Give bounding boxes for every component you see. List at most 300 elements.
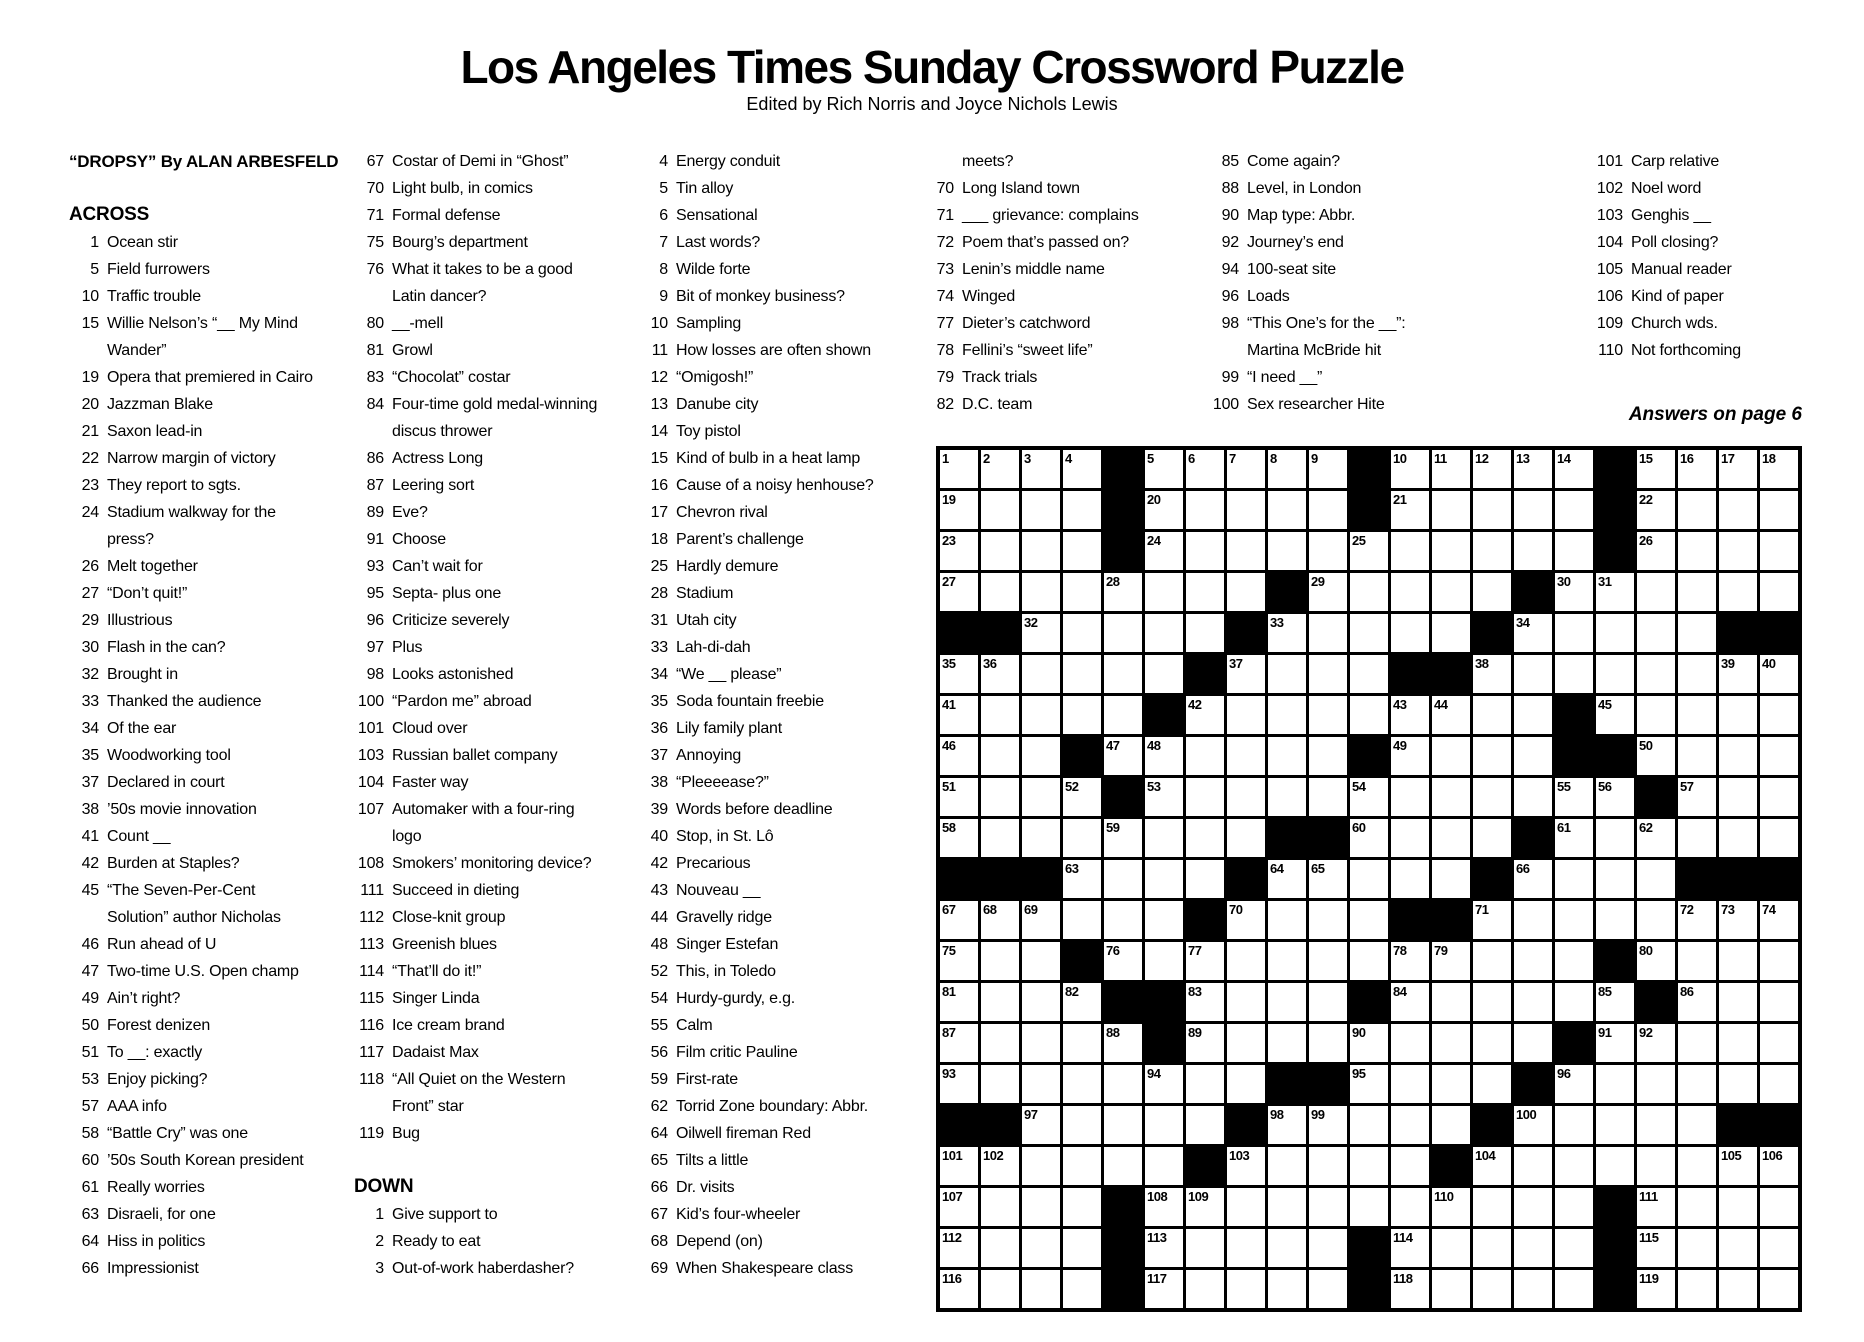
grid-cell[interactable] <box>1555 573 1593 611</box>
grid-cell[interactable] <box>1022 1147 1060 1185</box>
grid-cell[interactable] <box>1309 737 1347 775</box>
grid-cell[interactable] <box>1391 1229 1429 1267</box>
grid-cell[interactable] <box>1063 778 1101 816</box>
grid-cell[interactable] <box>940 696 978 734</box>
grid-cell[interactable] <box>1760 696 1798 734</box>
grid-cell[interactable] <box>1760 573 1798 611</box>
grid-cell[interactable] <box>1227 450 1265 488</box>
grid-cell[interactable] <box>1514 901 1552 939</box>
grid-cell[interactable] <box>1514 450 1552 488</box>
grid-cell[interactable] <box>1186 819 1224 857</box>
grid-cell[interactable] <box>1514 491 1552 529</box>
grid-cell[interactable] <box>1555 1188 1593 1226</box>
grid-cell[interactable] <box>1309 450 1347 488</box>
grid-cell[interactable] <box>1186 860 1224 898</box>
grid-cell[interactable] <box>1596 901 1634 939</box>
grid-cell[interactable] <box>1350 1065 1388 1103</box>
grid-cell[interactable] <box>1760 819 1798 857</box>
grid-cell[interactable] <box>1637 573 1675 611</box>
grid-cell[interactable] <box>940 737 978 775</box>
grid-cell[interactable] <box>1596 1147 1634 1185</box>
grid-cell[interactable] <box>940 450 978 488</box>
grid-cell[interactable] <box>1063 1270 1101 1308</box>
grid-cell[interactable] <box>1145 1147 1183 1185</box>
grid-cell[interactable] <box>1678 614 1716 652</box>
grid-cell[interactable] <box>1596 1106 1634 1144</box>
grid-cell[interactable] <box>1104 1024 1142 1062</box>
grid-cell[interactable] <box>1514 1188 1552 1226</box>
grid-cell[interactable] <box>1063 450 1101 488</box>
grid-cell[interactable] <box>1391 532 1429 570</box>
grid-cell[interactable] <box>1719 819 1757 857</box>
grid-cell[interactable] <box>1268 1147 1306 1185</box>
grid-cell[interactable] <box>1432 737 1470 775</box>
grid-cell[interactable] <box>940 778 978 816</box>
grid-cell[interactable] <box>1719 573 1757 611</box>
grid-cell[interactable] <box>1186 1188 1224 1226</box>
grid-cell[interactable] <box>1596 1065 1634 1103</box>
grid-cell[interactable] <box>1637 491 1675 529</box>
grid-cell[interactable] <box>1227 737 1265 775</box>
grid-cell[interactable] <box>1760 737 1798 775</box>
grid-cell[interactable] <box>1432 942 1470 980</box>
grid-cell[interactable] <box>1514 1229 1552 1267</box>
grid-cell[interactable] <box>1678 819 1716 857</box>
grid-cell[interactable] <box>1596 819 1634 857</box>
grid-cell[interactable] <box>1309 778 1347 816</box>
grid-cell[interactable] <box>1473 819 1511 857</box>
grid-cell[interactable] <box>1186 532 1224 570</box>
grid-cell[interactable] <box>1719 1270 1757 1308</box>
grid-cell[interactable] <box>1555 1270 1593 1308</box>
grid-cell[interactable] <box>1760 1147 1798 1185</box>
grid-cell[interactable] <box>1678 655 1716 693</box>
grid-cell[interactable] <box>1022 1065 1060 1103</box>
grid-cell[interactable] <box>1637 1147 1675 1185</box>
grid-cell[interactable] <box>940 1024 978 1062</box>
grid-cell[interactable] <box>1678 450 1716 488</box>
grid-cell[interactable] <box>1022 1024 1060 1062</box>
grid-cell[interactable] <box>1022 737 1060 775</box>
grid-cell[interactable] <box>1145 1229 1183 1267</box>
grid-cell[interactable] <box>981 1188 1019 1226</box>
grid-cell[interactable] <box>940 532 978 570</box>
grid-cell[interactable] <box>1022 614 1060 652</box>
grid-cell[interactable] <box>1268 1270 1306 1308</box>
grid-cell[interactable] <box>1227 655 1265 693</box>
grid-cell[interactable] <box>1391 491 1429 529</box>
grid-cell[interactable] <box>1022 983 1060 1021</box>
grid-cell[interactable] <box>1268 696 1306 734</box>
grid-cell[interactable] <box>1227 1024 1265 1062</box>
grid-cell[interactable] <box>1268 860 1306 898</box>
grid-cell[interactable] <box>1063 1065 1101 1103</box>
grid-cell[interactable] <box>1391 778 1429 816</box>
grid-cell[interactable] <box>1145 860 1183 898</box>
grid-cell[interactable] <box>1432 1188 1470 1226</box>
grid-cell[interactable] <box>1227 696 1265 734</box>
grid-cell[interactable] <box>981 1065 1019 1103</box>
grid-cell[interactable] <box>1719 1147 1757 1185</box>
grid-cell[interactable] <box>1760 1270 1798 1308</box>
grid-cell[interactable] <box>1104 1147 1142 1185</box>
grid-cell[interactable] <box>940 942 978 980</box>
grid-cell[interactable] <box>1473 491 1511 529</box>
grid-cell[interactable] <box>1637 1065 1675 1103</box>
grid-cell[interactable] <box>981 942 1019 980</box>
grid-cell[interactable] <box>1391 1147 1429 1185</box>
grid-cell[interactable] <box>1514 860 1552 898</box>
grid-cell[interactable] <box>1268 450 1306 488</box>
grid-cell[interactable] <box>1473 737 1511 775</box>
grid-cell[interactable] <box>1227 573 1265 611</box>
grid-cell[interactable] <box>1678 573 1716 611</box>
grid-cell[interactable] <box>1514 1147 1552 1185</box>
grid-cell[interactable] <box>1145 819 1183 857</box>
grid-cell[interactable] <box>1063 696 1101 734</box>
grid-cell[interactable] <box>1350 860 1388 898</box>
grid-cell[interactable] <box>1637 901 1675 939</box>
grid-cell[interactable] <box>1432 1229 1470 1267</box>
grid-cell[interactable] <box>1391 573 1429 611</box>
grid-cell[interactable] <box>1719 983 1757 1021</box>
grid-cell[interactable] <box>1555 983 1593 1021</box>
grid-cell[interactable] <box>1473 942 1511 980</box>
grid-cell[interactable] <box>1145 532 1183 570</box>
grid-cell[interactable] <box>1350 901 1388 939</box>
grid-cell[interactable] <box>1391 450 1429 488</box>
grid-cell[interactable] <box>1760 778 1798 816</box>
grid-cell[interactable] <box>981 737 1019 775</box>
grid-cell[interactable] <box>1104 819 1142 857</box>
grid-cell[interactable] <box>1637 655 1675 693</box>
grid-cell[interactable] <box>1145 655 1183 693</box>
grid-cell[interactable] <box>940 655 978 693</box>
grid-cell[interactable] <box>1678 491 1716 529</box>
grid-cell[interactable] <box>1391 860 1429 898</box>
grid-cell[interactable] <box>1637 737 1675 775</box>
grid-cell[interactable] <box>1309 901 1347 939</box>
grid-cell[interactable] <box>1309 1147 1347 1185</box>
grid-cell[interactable] <box>1104 614 1142 652</box>
grid-cell[interactable] <box>1514 778 1552 816</box>
grid-cell[interactable] <box>1186 778 1224 816</box>
grid-cell[interactable] <box>1268 901 1306 939</box>
grid-cell[interactable] <box>1514 1270 1552 1308</box>
grid-cell[interactable] <box>1022 1188 1060 1226</box>
grid-cell[interactable] <box>1637 1270 1675 1308</box>
grid-cell[interactable] <box>1473 696 1511 734</box>
grid-cell[interactable] <box>1760 532 1798 570</box>
grid-cell[interactable] <box>1432 1106 1470 1144</box>
grid-cell[interactable] <box>1760 1065 1798 1103</box>
grid-cell[interactable] <box>1186 491 1224 529</box>
grid-cell[interactable] <box>1473 1188 1511 1226</box>
grid-cell[interactable] <box>1391 614 1429 652</box>
grid-cell[interactable] <box>1022 778 1060 816</box>
grid-cell[interactable] <box>1678 983 1716 1021</box>
grid-cell[interactable] <box>1063 860 1101 898</box>
grid-cell[interactable] <box>1268 983 1306 1021</box>
grid-cell[interactable] <box>1678 1270 1716 1308</box>
grid-cell[interactable] <box>1104 901 1142 939</box>
grid-cell[interactable] <box>1022 1270 1060 1308</box>
grid-cell[interactable] <box>1350 819 1388 857</box>
grid-cell[interactable] <box>1514 655 1552 693</box>
grid-cell[interactable] <box>1719 696 1757 734</box>
grid-cell[interactable] <box>1719 655 1757 693</box>
grid-cell[interactable] <box>1186 737 1224 775</box>
grid-cell[interactable] <box>1104 1106 1142 1144</box>
grid-cell[interactable] <box>1063 1147 1101 1185</box>
grid-cell[interactable] <box>1555 491 1593 529</box>
grid-cell[interactable] <box>1473 1229 1511 1267</box>
grid-cell[interactable] <box>1104 737 1142 775</box>
grid-cell[interactable] <box>1309 942 1347 980</box>
grid-cell[interactable] <box>1760 983 1798 1021</box>
grid-cell[interactable] <box>940 491 978 529</box>
grid-cell[interactable] <box>1473 1270 1511 1308</box>
grid-cell[interactable] <box>940 983 978 1021</box>
grid-cell[interactable] <box>981 1147 1019 1185</box>
grid-cell[interactable] <box>1555 1229 1593 1267</box>
grid-cell[interactable] <box>1514 696 1552 734</box>
grid-cell[interactable] <box>1268 1229 1306 1267</box>
grid-cell[interactable] <box>1596 655 1634 693</box>
grid-cell[interactable] <box>1678 1065 1716 1103</box>
grid-cell[interactable] <box>1719 491 1757 529</box>
grid-cell[interactable] <box>1432 1065 1470 1103</box>
grid-cell[interactable] <box>1473 1065 1511 1103</box>
grid-cell[interactable] <box>1186 942 1224 980</box>
grid-cell[interactable] <box>1432 1270 1470 1308</box>
grid-cell[interactable] <box>1186 1065 1224 1103</box>
grid-cell[interactable] <box>1514 737 1552 775</box>
grid-cell[interactable] <box>1514 1106 1552 1144</box>
grid-cell[interactable] <box>1022 942 1060 980</box>
grid-cell[interactable] <box>1473 655 1511 693</box>
grid-cell[interactable] <box>1678 1229 1716 1267</box>
grid-cell[interactable] <box>1555 860 1593 898</box>
grid-cell[interactable] <box>1760 901 1798 939</box>
grid-cell[interactable] <box>1022 1229 1060 1267</box>
grid-cell[interactable] <box>1022 696 1060 734</box>
grid-cell[interactable] <box>1473 983 1511 1021</box>
grid-cell[interactable] <box>1760 1188 1798 1226</box>
grid-cell[interactable] <box>1555 450 1593 488</box>
grid-cell[interactable] <box>1227 778 1265 816</box>
grid-cell[interactable] <box>1391 1065 1429 1103</box>
grid-cell[interactable] <box>1719 1229 1757 1267</box>
grid-cell[interactable] <box>1268 491 1306 529</box>
grid-cell[interactable] <box>940 1229 978 1267</box>
grid-cell[interactable] <box>1432 778 1470 816</box>
grid-cell[interactable] <box>1145 573 1183 611</box>
grid-cell[interactable] <box>1309 1024 1347 1062</box>
grid-cell[interactable] <box>1555 1106 1593 1144</box>
grid-cell[interactable] <box>1022 819 1060 857</box>
grid-cell[interactable] <box>1145 778 1183 816</box>
grid-cell[interactable] <box>1678 532 1716 570</box>
grid-cell[interactable] <box>1637 1106 1675 1144</box>
grid-cell[interactable] <box>1678 1188 1716 1226</box>
grid-cell[interactable] <box>1473 1147 1511 1185</box>
grid-cell[interactable] <box>1637 614 1675 652</box>
grid-cell[interactable] <box>1145 1270 1183 1308</box>
grid-cell[interactable] <box>1268 737 1306 775</box>
grid-cell[interactable] <box>981 901 1019 939</box>
grid-cell[interactable] <box>1596 573 1634 611</box>
grid-cell[interactable] <box>1186 1270 1224 1308</box>
grid-cell[interactable] <box>1760 942 1798 980</box>
grid-cell[interactable] <box>940 1188 978 1226</box>
grid-cell[interactable] <box>1678 1147 1716 1185</box>
grid-cell[interactable] <box>1145 450 1183 488</box>
grid-cell[interactable] <box>1022 1106 1060 1144</box>
grid-cell[interactable] <box>1104 1065 1142 1103</box>
grid-cell[interactable] <box>1596 1024 1634 1062</box>
grid-cell[interactable] <box>1063 491 1101 529</box>
grid-cell[interactable] <box>1309 655 1347 693</box>
grid-cell[interactable] <box>981 1270 1019 1308</box>
grid-cell[interactable] <box>1678 1106 1716 1144</box>
grid-cell[interactable] <box>1145 737 1183 775</box>
grid-cell[interactable] <box>981 983 1019 1021</box>
grid-cell[interactable] <box>1022 532 1060 570</box>
grid-cell[interactable] <box>1063 532 1101 570</box>
grid-cell[interactable] <box>1227 1065 1265 1103</box>
grid-cell[interactable] <box>1145 942 1183 980</box>
grid-cell[interactable] <box>1022 573 1060 611</box>
grid-cell[interactable] <box>1555 655 1593 693</box>
grid-cell[interactable] <box>1145 1106 1183 1144</box>
grid-cell[interactable] <box>1637 1188 1675 1226</box>
grid-cell[interactable] <box>940 1065 978 1103</box>
grid-cell[interactable] <box>940 573 978 611</box>
grid-cell[interactable] <box>1473 901 1511 939</box>
grid-cell[interactable] <box>1309 1188 1347 1226</box>
grid-cell[interactable] <box>1514 1024 1552 1062</box>
grid-cell[interactable] <box>940 819 978 857</box>
grid-cell[interactable] <box>1268 1024 1306 1062</box>
grid-cell[interactable] <box>1063 983 1101 1021</box>
grid-cell[interactable] <box>981 819 1019 857</box>
grid-cell[interactable] <box>1022 655 1060 693</box>
grid-cell[interactable] <box>1309 573 1347 611</box>
grid-cell[interactable] <box>1227 1188 1265 1226</box>
grid-cell[interactable] <box>1186 1024 1224 1062</box>
grid-cell[interactable] <box>1678 778 1716 816</box>
grid-cell[interactable] <box>1391 942 1429 980</box>
grid-cell[interactable] <box>1350 655 1388 693</box>
grid-cell[interactable] <box>1063 1106 1101 1144</box>
grid-cell[interactable] <box>1719 942 1757 980</box>
grid-cell[interactable] <box>1309 860 1347 898</box>
grid-cell[interactable] <box>1432 1024 1470 1062</box>
grid-cell[interactable] <box>981 696 1019 734</box>
grid-cell[interactable] <box>940 901 978 939</box>
grid-cell[interactable] <box>1596 614 1634 652</box>
grid-cell[interactable] <box>1350 1188 1388 1226</box>
grid-cell[interactable] <box>1350 614 1388 652</box>
grid-cell[interactable] <box>1063 819 1101 857</box>
grid-cell[interactable] <box>1309 983 1347 1021</box>
grid-cell[interactable] <box>1678 901 1716 939</box>
grid-cell[interactable] <box>1555 1147 1593 1185</box>
grid-cell[interactable] <box>1104 860 1142 898</box>
grid-cell[interactable] <box>1186 1106 1224 1144</box>
grid-cell[interactable] <box>1596 860 1634 898</box>
grid-cell[interactable] <box>1637 1229 1675 1267</box>
grid-cell[interactable] <box>1555 778 1593 816</box>
grid-cell[interactable] <box>1309 696 1347 734</box>
grid-cell[interactable] <box>1309 532 1347 570</box>
grid-cell[interactable] <box>1555 614 1593 652</box>
grid-cell[interactable] <box>1268 1188 1306 1226</box>
grid-cell[interactable] <box>1145 1065 1183 1103</box>
grid-cell[interactable] <box>1227 983 1265 1021</box>
grid-cell[interactable] <box>1063 1024 1101 1062</box>
grid-cell[interactable] <box>1309 1106 1347 1144</box>
grid-cell[interactable] <box>1186 696 1224 734</box>
grid-cell[interactable] <box>1145 614 1183 652</box>
grid-cell[interactable] <box>1350 1106 1388 1144</box>
grid-cell[interactable] <box>1432 450 1470 488</box>
grid-cell[interactable] <box>1719 1188 1757 1226</box>
grid-cell[interactable] <box>1104 942 1142 980</box>
grid-cell[interactable] <box>1637 942 1675 980</box>
grid-cell[interactable] <box>1186 1229 1224 1267</box>
grid-cell[interactable] <box>1227 1229 1265 1267</box>
grid-cell[interactable] <box>1555 819 1593 857</box>
grid-cell[interactable] <box>1227 819 1265 857</box>
grid-cell[interactable] <box>1309 491 1347 529</box>
grid-cell[interactable] <box>1022 450 1060 488</box>
grid-cell[interactable] <box>1432 491 1470 529</box>
grid-cell[interactable] <box>1309 614 1347 652</box>
grid-cell[interactable] <box>1473 778 1511 816</box>
grid-cell[interactable] <box>940 1270 978 1308</box>
grid-cell[interactable] <box>1719 1024 1757 1062</box>
grid-cell[interactable] <box>1227 1270 1265 1308</box>
grid-cell[interactable] <box>1350 532 1388 570</box>
grid-cell[interactable] <box>1678 1024 1716 1062</box>
grid-cell[interactable] <box>1432 983 1470 1021</box>
grid-cell[interactable] <box>1186 614 1224 652</box>
grid-cell[interactable] <box>1391 1188 1429 1226</box>
grid-cell[interactable] <box>981 491 1019 529</box>
grid-cell[interactable] <box>1678 737 1716 775</box>
grid-cell[interactable] <box>1637 532 1675 570</box>
grid-cell[interactable] <box>1760 655 1798 693</box>
grid-cell[interactable] <box>1227 1147 1265 1185</box>
grid-cell[interactable] <box>1186 450 1224 488</box>
grid-cell[interactable] <box>1391 1024 1429 1062</box>
grid-cell[interactable] <box>1596 778 1634 816</box>
grid-cell[interactable] <box>981 450 1019 488</box>
grid-cell[interactable] <box>1350 696 1388 734</box>
grid-cell[interactable] <box>1637 696 1675 734</box>
grid-cell[interactable] <box>1063 1188 1101 1226</box>
grid-cell[interactable] <box>1391 983 1429 1021</box>
grid-cell[interactable] <box>1268 614 1306 652</box>
grid-cell[interactable] <box>1022 491 1060 529</box>
grid-cell[interactable] <box>1268 1106 1306 1144</box>
grid-cell[interactable] <box>1473 450 1511 488</box>
grid-cell[interactable] <box>1637 819 1675 857</box>
grid-cell[interactable] <box>1473 573 1511 611</box>
grid-cell[interactable] <box>1760 1229 1798 1267</box>
